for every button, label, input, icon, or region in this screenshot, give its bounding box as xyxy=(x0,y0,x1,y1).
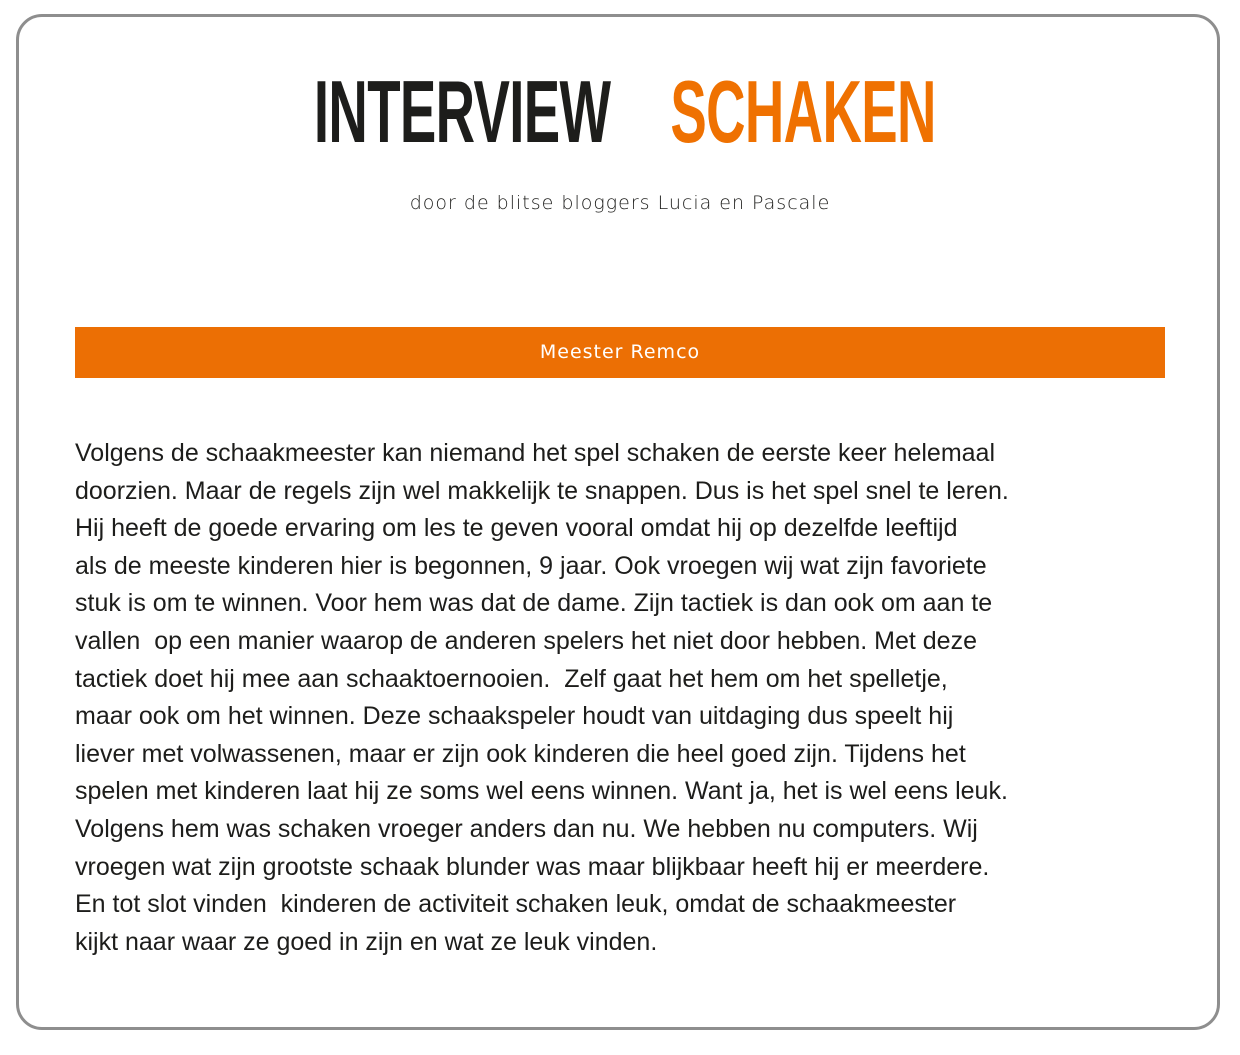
article-line: doorzien. Maar de regels zijn wel makkelijk te snappen. Dus is het spel snel te leren. xyxy=(75,476,1009,505)
article-line: Volgens hem was schaken vroeger anders dan nu. We hebben nu computers. Wij xyxy=(75,814,978,843)
article-line: Volgens de schaakmeester kan niemand het spel schaken de eerste keer helemaal xyxy=(75,439,996,467)
article-line: als de meeste kinderen hier is begonnen, 9 jaar. Ook vroegen wij wat zijn favoriete xyxy=(75,551,987,580)
section-banner: Meester Remco xyxy=(75,327,1165,378)
article-line: vallen op een manier waarop de anderen spelers het niet door hebben. Met deze xyxy=(75,626,977,655)
title-word-interview: INTERVIEW xyxy=(313,62,611,161)
article-line: spelen met kinderen laat hij ze soms wel eens winnen. Want ja, het is wel eens leuk. xyxy=(75,777,1008,806)
article-line: maar ook om het winnen. Deze schaakspeler houdt van uitdaging dus speelt hij xyxy=(75,702,954,731)
article-line: vroegen wat zijn grootste schaak blunder was maar blijkbaar heeft hij er meerdere. xyxy=(75,852,990,881)
article-line: stuk is om te winnen. Voor hem was dat de dame. Zijn tactiek is dan ook om aan te xyxy=(75,589,993,618)
article-line: kijkt naar waar ze goed in zijn en wat ze leuk vinden. xyxy=(75,927,658,956)
article-line: En tot slot vinden kinderen de activiteit schaken leuk, omdat de schaakmeester xyxy=(75,890,957,919)
article-body xyxy=(75,435,1175,961)
title-word-schaken: SCHAKEN xyxy=(670,62,936,161)
article-line: Hij heeft de goede ervaring om les te geven vooral omdat hij op dezelfde leeftijd xyxy=(75,514,958,543)
article-line: liever met volwassenen, maar er zijn ook kinderen die heel goed zijn. Tijdens het xyxy=(75,739,966,768)
page-title xyxy=(0,62,1240,162)
article-line: tactiek doet hij mee aan schaaktoernooien. Zelf gaat het hem om het spelletje, xyxy=(75,664,948,693)
byline: door de blitse bloggers Lucia en Pascale xyxy=(409,192,831,214)
